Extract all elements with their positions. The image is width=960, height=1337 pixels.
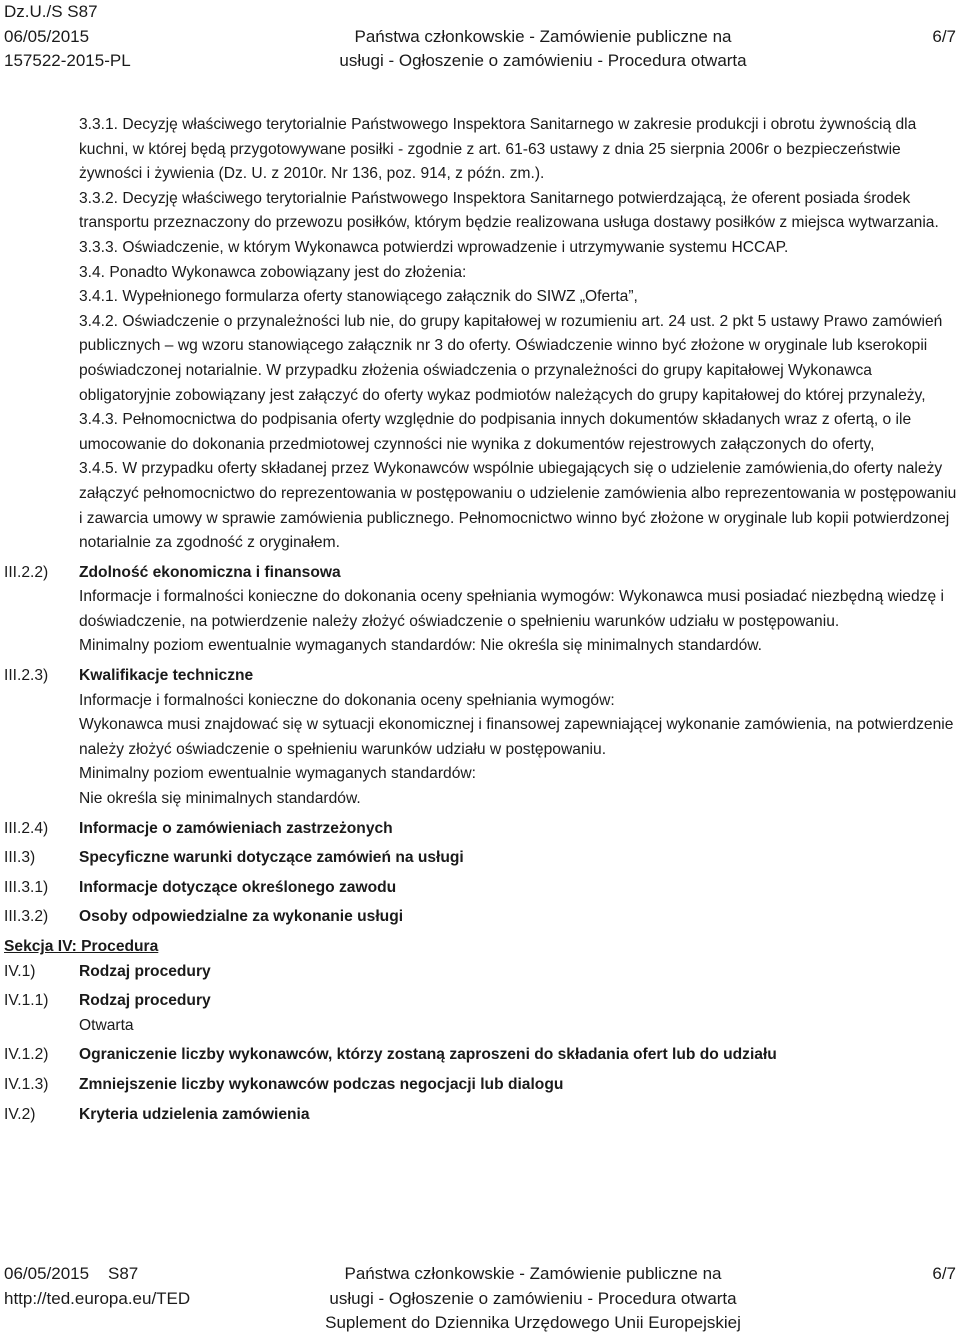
section-iii-list bbox=[0, 561, 960, 935]
header-right bbox=[932, 0, 956, 49]
intro-block bbox=[0, 113, 960, 556]
footer-date-series bbox=[4, 1262, 190, 1287]
section-text: Minimalny poziom ewentualnie wymaganych standardów: bbox=[79, 765, 476, 783]
section-text: Informacje i formalności konieczne do dokonania oceny spełniania wymogów: bbox=[79, 691, 615, 709]
section-number: III.3.1) bbox=[4, 878, 49, 896]
footer-left bbox=[4, 1262, 190, 1311]
section-number: III.2.3) bbox=[4, 667, 49, 685]
section-row bbox=[0, 1073, 960, 1098]
section-content bbox=[79, 989, 960, 1038]
intro-paragraphs bbox=[79, 113, 960, 556]
section-row bbox=[0, 561, 960, 659]
section-iv-title: Sekcja IV: Procedura bbox=[4, 938, 159, 955]
footer-url: http://ted.europa.eu/TED bbox=[4, 1288, 191, 1308]
section-title: Rodzaj procedury bbox=[79, 992, 211, 1010]
header-date: 06/05/2015 bbox=[4, 26, 90, 46]
section-content bbox=[79, 846, 960, 871]
header-title-line2: usługi - Ogłoszenie o zamówieniu - Procedura otwarta bbox=[339, 51, 747, 70]
section-row bbox=[0, 960, 960, 985]
section-title: Specyficzne warunki dotyczące zamówień na usługi bbox=[79, 849, 464, 867]
section-number: IV.1.3) bbox=[4, 1075, 49, 1093]
section-number: III.2.4) bbox=[4, 819, 49, 837]
page-footer bbox=[0, 1262, 960, 1337]
footer-date: 06/05/2015 bbox=[4, 1264, 90, 1283]
header-left bbox=[4, 0, 131, 74]
section-title: Zmniejszenie liczby wykonawców podczas negocjacji lub dialogu bbox=[79, 1075, 564, 1093]
journal-ref: Dz.U./S S87 bbox=[4, 2, 98, 21]
section-content bbox=[79, 1073, 960, 1098]
section-text: Wykonawca musi znajdować się w sytuacji ekonomicznej i finansowej zapewniającej wykonanie zamówienia, na potwierdzenie należy złożyć oświadczenie o spełnieniu warunków udziału w postępowaniu. bbox=[79, 716, 954, 758]
intro-paragraph: 3.4. Ponadto Wykonawca zobowiązany jest do złożenia: bbox=[79, 263, 467, 281]
section-row bbox=[0, 1103, 960, 1128]
intro-paragraph: 3.4.2. Oświadczenie o przynależności lub nie, do grupy kapitałowej w rozumieniu art. 24 ust. 2 pkt 5 ustawy Prawo zamówień publicznych – wg wzoru stanowiącego załącznik nr 3 do oferty. Oświadczenie winno być złożone w oryginale lub kserokopii poświadczonej notarialnie. W przypadku złożenia oświadczenia o przynależności do grupy kapitałowej Wykonawca obligatoryjnie zobowiązany jest załączyć do oferty wykaz podmiotów należących do grupy kapitałowej do której przynależy, bbox=[79, 312, 943, 404]
page-header bbox=[0, 0, 960, 75]
header-page-number: 6/7 bbox=[932, 26, 956, 46]
section-text: Nie określa się minimalnych standardów. bbox=[79, 790, 361, 808]
section-title: Kryteria udzielenia zamówienia bbox=[79, 1105, 310, 1123]
section-content bbox=[79, 664, 960, 812]
section-content bbox=[79, 1103, 960, 1128]
section-title: Rodzaj procedury bbox=[79, 962, 211, 980]
document-body bbox=[0, 113, 960, 1132]
footer-center bbox=[303, 1262, 763, 1336]
intro-paragraph: 3.4.1. Wypełnionego formularza oferty stanowiącego załącznik do SIWZ „Oferta”, bbox=[79, 288, 638, 306]
section-row bbox=[0, 905, 960, 930]
section-content bbox=[79, 960, 960, 985]
section-title: Kwalifikacje techniczne bbox=[79, 667, 254, 685]
section-content bbox=[79, 1043, 960, 1068]
footer-title-line3: Suplement do Dziennika Urzędowego Unii Europejskiej bbox=[325, 1313, 741, 1332]
section-row bbox=[0, 1043, 960, 1068]
notice-ref: 157522-2015-PL bbox=[4, 51, 131, 70]
section-title: Zdolność ekonomiczna i finansowa bbox=[79, 563, 341, 581]
section-number: IV.2) bbox=[4, 1105, 36, 1123]
footer-right bbox=[932, 1262, 956, 1287]
section-gap bbox=[0, 1127, 960, 1132]
header-center bbox=[303, 0, 783, 74]
section-title: Ograniczenie liczby wykonawców, którzy zostaną zaproszeni do składania ofert lub do udziału bbox=[79, 1046, 777, 1064]
section-content bbox=[79, 817, 960, 842]
section-content bbox=[79, 561, 960, 659]
header-title-line1: Państwa członkowskie - Zamówienie publiczne na bbox=[354, 26, 732, 46]
intro-paragraph: 3.4.3. Pełnomocnictwa do podpisania oferty względnie do podpisania innych dokumentów składanych wraz z ofertą, o ile umocowanie do dokonania przedmiotowej czynności nie wynika z dokumentów rejestrowych załączonych do oferty, bbox=[79, 411, 912, 453]
section-row bbox=[0, 817, 960, 842]
section-row bbox=[0, 989, 960, 1038]
section-text: Minimalny poziom ewentualnie wymaganych standardów: Nie określa się minimalnych standardów. bbox=[79, 637, 762, 655]
section-number: IV.1.2) bbox=[4, 1046, 49, 1064]
section-row bbox=[0, 876, 960, 901]
footer-page-number: 6/7 bbox=[932, 1264, 956, 1283]
section-number: IV.1.1) bbox=[4, 992, 49, 1010]
section-number: IV.1) bbox=[4, 962, 36, 980]
section-number: III.3) bbox=[4, 849, 36, 867]
section-number: III.2.2) bbox=[4, 563, 49, 581]
section-title: Informacje dotyczące określonego zawodu bbox=[79, 878, 397, 896]
footer-title-line1: Państwa członkowskie - Zamówienie publiczne na bbox=[344, 1264, 722, 1283]
section-iv-list bbox=[0, 960, 960, 1133]
intro-paragraph: 3.3.3. Oświadczenie, w którym Wykonawca potwierdzi wprowadzenie i utrzymywanie systemu HCCAP. bbox=[79, 238, 789, 256]
intro-paragraph: 3.3.2. Decyzję właściwego terytorialnie Państwowego Inspektora Sanitarnego potwierdzającą, że oferent posiada środek transportu przeznaczony do przewozu posiłków, którym będzie realizowana usługa dostawy posiłków z miejsca wytwarzania. bbox=[79, 189, 939, 232]
intro-paragraph: 3.4.5. W przypadku oferty składanej przez Wykonawców wspólnie ubiegających się o udzielenie zamówienia,do oferty należy załączyć pełnomocnictwo do reprezentowania w postępowaniu o udzielenie zamówienia albo reprezentowania w postępowaniu i zawarcia umowy w sprawie zamówienia publicznego. Pełnomocnictwo winno być złożone w oryginale lub kopii potwierdzonej notarialnie za zgodność z oryginałem. bbox=[79, 460, 957, 552]
section-text: Otwarta bbox=[79, 1016, 134, 1034]
section-title: Informacje o zamówieniach zastrzeżonych bbox=[79, 819, 393, 837]
section-text: Informacje i formalności konieczne do dokonania oceny spełniania wymogów: Wykonawca musi posiadać niezbędną wiedzę i doświadczenie, na potwierdzenie należy złożyć oświadczenie o spełnieniu warunków udziału w postępowaniu. bbox=[79, 588, 944, 630]
section-row bbox=[0, 846, 960, 871]
footer-series: S87 bbox=[108, 1264, 139, 1283]
section-content bbox=[79, 876, 960, 901]
section-title: Osoby odpowiedzialne za wykonanie usługi bbox=[79, 908, 404, 926]
section-row bbox=[0, 664, 960, 812]
intro-paragraph: 3.3.1. Decyzję właściwego terytorialnie Państwowego Inspektora Sanitarnego w zakresie produkcji i obrotu żywnością dla kuchni, w której będą przygotowywane posiłki - zgodnie z art. 61-63 ustawy z dnia 25 sierpnia 2006r o bezpieczeństwie żywności i żywienia (Dz. U. z 2010r. Nr 136, poz. 914, z późn. zm.). bbox=[79, 116, 917, 183]
footer-title-line2: usługi - Ogłoszenie o zamówieniu - Procedura otwarta bbox=[329, 1288, 737, 1308]
section-number: III.3.2) bbox=[4, 908, 49, 926]
section-content bbox=[79, 905, 960, 930]
